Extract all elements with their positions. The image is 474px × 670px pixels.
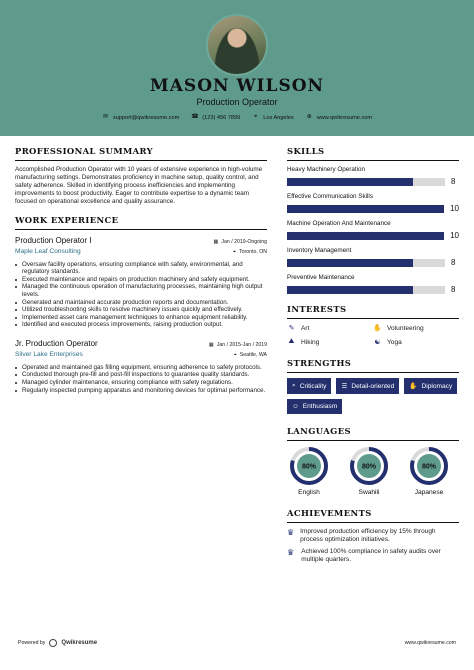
languages-heading: LANGUAGES [287,426,459,441]
skill-bar [287,178,445,186]
achievement-text: Improved production efficiency by 15% through process optimization initiatives. [300,528,436,543]
pin-icon: ⌖ [233,351,237,358]
globe-icon: ⊕ [306,114,312,120]
contact-website[interactable] [306,114,372,121]
skill-name: Inventory Management [287,247,352,254]
left-column [15,146,267,394]
job-bullets [15,261,267,329]
smile-icon: ☺ [292,403,299,410]
interest-label: Yoga [387,338,402,346]
language-name: English [298,489,320,496]
skill-score: 8 [451,177,456,186]
language-percent: 80% [361,463,377,471]
interest-item [287,324,373,332]
skill-bar-fill [287,205,444,213]
achievement-item [287,528,459,543]
job-bullet: Identified and executed process improvements, raising production output. [15,321,267,329]
job-location-text: Toronto, ON [239,249,267,256]
achievement-item [287,548,459,563]
company-name: Silver Lake Enterprises [15,350,83,358]
strength-label: Detail-oriented [351,382,395,390]
job-bullet: Conducted thorough pre-fill and post-fill inspections to guarantee quality standards. [15,371,267,379]
skill-item [287,274,459,294]
powered-by-text: Powered by [18,640,46,646]
strength-label: Diplomacy [421,382,453,390]
achievements-list [287,528,459,563]
location-icon: ⌖ [254,114,258,120]
trophy-icon: ♛ [287,528,295,537]
job-date [209,342,267,348]
job-bullet: Regularly inspected pumping apparatus and monitoring devices for optimal performance. [15,387,267,395]
job-location-text: Seattle, WA [239,352,267,359]
languages-list [287,446,459,496]
skills-list [287,166,459,294]
strengths-list [287,378,459,414]
language-item [409,446,449,496]
strength-tag [404,378,457,394]
job-bullet: Operated and maintained gas filling equipment, ensuring adherence to safety protocols. [15,364,267,372]
job-bullet: Generated and maintained accurate production reports and documentation. [15,299,267,307]
skill-bar-fill [287,259,413,267]
job-title: Production Operator I [15,235,92,245]
language-item [349,446,389,496]
contact-website-text: www.qwikresume.com [316,114,373,121]
candidate-role: Production Operator [196,97,278,107]
skill-item [287,220,459,240]
interest-item [287,338,373,346]
paintbrush-icon: ✎ [288,325,295,332]
job-bullet: Managed cylinder maintenance, ensuring compliance with safety regulations. [15,379,267,387]
interest-label: Hiking [301,338,320,346]
contact-bar [0,114,474,121]
email-icon: ✉ [102,114,108,120]
handshake-icon: ✋ [409,383,418,390]
summary-text: Accomplished Production Operator with 10 years of extensive experience in high-volume manufacturing settings. Demonstrates proficiency in machine setup, quality control, and safety adherence. Skilled in identifying process inefficiencies and implementing improvements to boost productivity. Eager to contribute expertise to a dynamic team focused on operational excellence and quality assurance. [15,166,263,205]
contact-email-text: support@qwikresume.com [112,114,180,121]
yoga-icon: ☯ [374,339,381,346]
achievements-heading: ACHIEVEMENTS [287,508,459,523]
footer [18,639,456,647]
job-location [233,249,267,256]
skill-score: 8 [451,258,456,267]
skill-name: Effective Communication Skills [287,193,373,200]
contact-phone[interactable] [191,114,240,121]
contact-phone-text: (123) 456 7899 [202,114,241,121]
skill-bar-fill [287,232,444,240]
skills-heading: SKILLS [287,146,459,161]
profile-photo [206,14,268,76]
candidate-name: MASON WILSON [149,76,325,96]
job-date [214,239,267,245]
calendar-icon: ▦ [213,238,219,245]
interests-heading: INTERESTS [287,304,459,319]
company-name: Maple Leaf Consulting [15,247,81,255]
interest-item [373,338,459,346]
strengths-heading: STRENGTHS [287,358,459,373]
job-bullet: Executed maintenance and repairs on production machinery and safety equipment. [15,276,267,284]
interest-label: Volunteering [387,324,424,332]
strength-tag [287,399,342,414]
footer-website[interactable]: www.qwikresume.com [404,640,456,646]
job-bullets [15,364,267,394]
skill-item [287,166,459,186]
phone-icon: ☎ [191,114,199,120]
skill-name: Machine Operation And Maintenance [287,220,391,227]
skill-bar-fill [287,286,413,294]
skill-score: 10 [450,231,459,240]
header-banner [0,0,474,136]
job-entry [15,339,267,394]
skill-bar-fill [287,178,413,186]
strength-tag [336,378,399,394]
skill-bar [287,286,445,294]
skill-name: Preventive Maintenance [287,274,355,281]
brand-name[interactable]: Qwikresume [61,640,98,646]
language-item [289,446,329,496]
job-bullet: Managed the continuous operation of manufacturing processes, maintaining high output levels. [15,283,267,298]
handshake-icon: ✋ [373,325,382,332]
summary-heading: PROFESSIONAL SUMMARY [15,146,267,161]
powered-by [18,639,97,647]
interest-label: Art [301,324,310,332]
skill-item [287,193,459,213]
job-date-text: Jan / 2015-Jan / 2019 [216,341,267,348]
job-bullet: Utilized troubleshooting skills to resolve machinery issues quickly and effectively. [15,306,267,314]
skill-name: Heavy Machinery Operation [287,166,366,173]
language-percent: 80% [301,463,317,471]
job-entry [15,236,267,329]
job-bullet: Oversaw facility operations, ensuring compliance with safety, environmental, and regulatory standards. [15,261,267,276]
job-date-text: Jan / 2019-Ongoing [221,238,267,245]
contact-location [252,114,293,121]
job-title: Jr. Production Operator [15,338,98,348]
language-percent: 80% [421,463,437,471]
experience-heading: WORK EXPERIENCE [15,215,267,230]
contact-email[interactable] [102,114,179,121]
hiking-icon: ⛰ [288,338,295,345]
skill-bar [287,259,445,267]
achievement-text: Achieved 100% compliance in safety audits over multiple quarters. [301,548,441,563]
language-ring [349,446,389,486]
trophy-icon: ♛ [287,548,295,558]
language-ring [409,446,449,486]
interests-list [287,324,459,346]
right-column [287,146,459,568]
strength-label: Criticality [299,382,327,390]
skill-bar [287,232,444,240]
job-location [234,352,267,359]
list-icon: ☰ [341,383,348,390]
language-name: Swahili [358,489,380,496]
skill-item [287,247,459,267]
language-ring [289,446,329,486]
interest-item [373,324,459,332]
language-name: Japanese [414,489,444,496]
qwikresume-logo-icon [49,639,57,647]
skill-score: 10 [450,204,459,213]
job-bullet: Implemented asset care management techniques to enhance equipment reliability. [15,314,267,322]
strength-label: Enthusiasm [302,403,338,410]
skill-bar [287,205,444,213]
strength-tag [287,378,331,394]
contact-location-text: Los Angeles [263,114,294,121]
pin-icon: ⌖ [233,248,237,255]
search-icon: ⌕ [292,382,296,389]
calendar-icon: ▦ [208,341,214,348]
skill-score: 8 [451,285,456,294]
